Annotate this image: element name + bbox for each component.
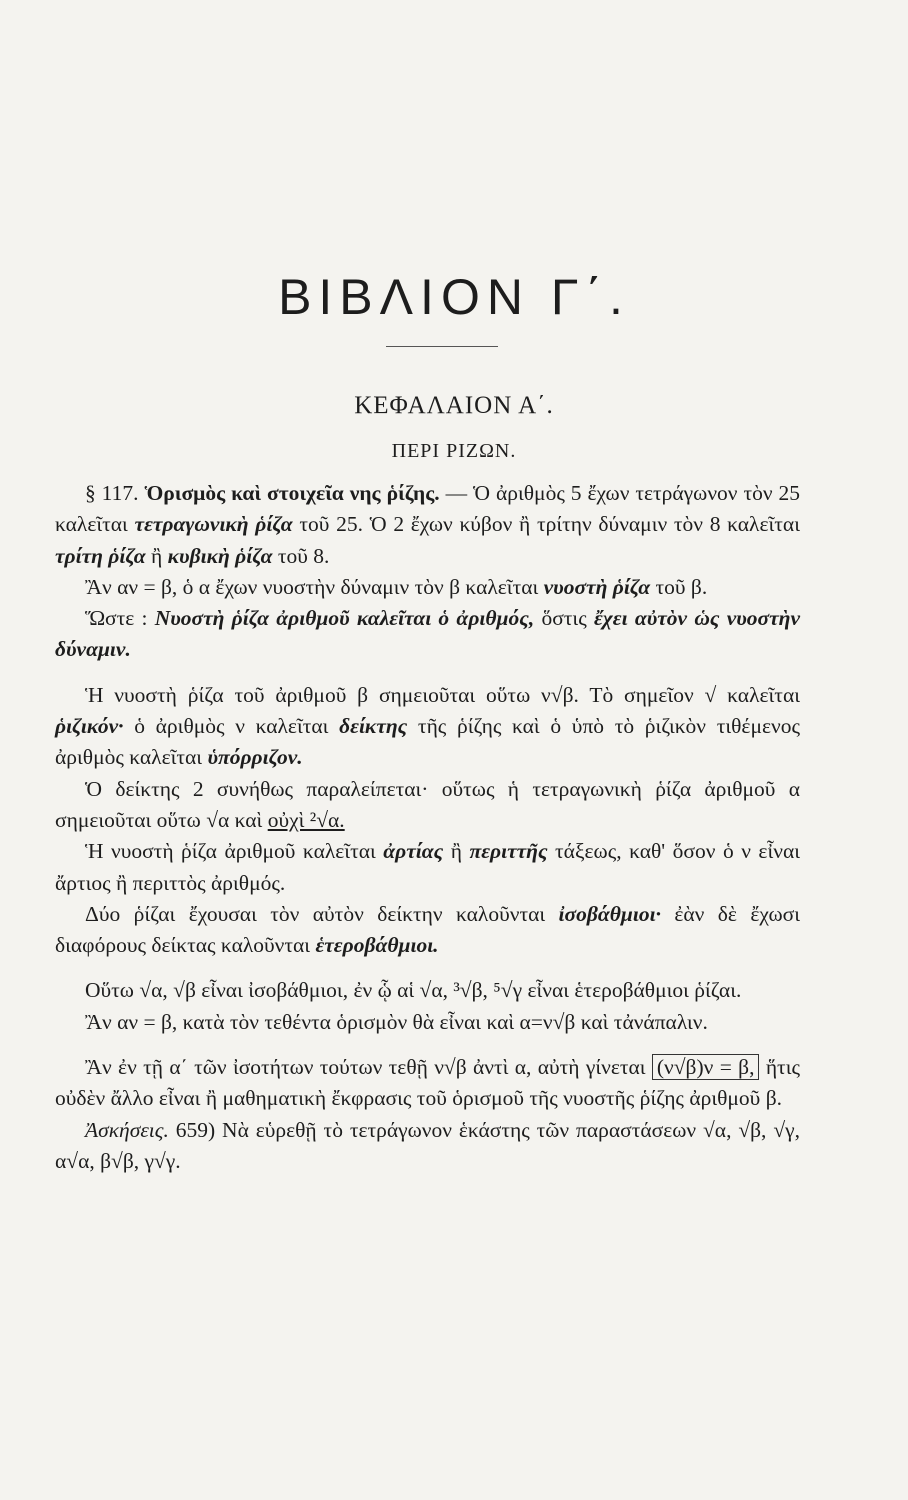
- term-index: δείκτης: [339, 714, 408, 739]
- book-title: ΒΙΒΛΙΟΝ Γ΄.: [278, 269, 630, 325]
- term-same-degree: ἰσοβάθμιοι·: [558, 901, 661, 926]
- text-run: Ἂν αν = β, ὁ α ἔχων νυοστὴν δύναμιν τὸν β καλεῖται: [85, 574, 544, 599]
- term-square-root: τετραγωνικὴ ῥίζα: [134, 512, 293, 537]
- paragraph-order: [55, 836, 800, 899]
- paragraph-nth-root: [55, 572, 800, 603]
- paragraph-definition: [55, 603, 800, 666]
- text-run: Ὥστε :: [85, 606, 155, 631]
- paragraph-117: [55, 478, 800, 572]
- underlined-notation: οὐχὶ ²√α.: [267, 807, 345, 832]
- term-different-degree: ἑτεροβάθμιοι.: [315, 933, 439, 958]
- text-run: ἢ: [443, 839, 470, 864]
- paragraph-index-omitted: [55, 774, 800, 837]
- term-radical: ῥιζικόν·: [55, 714, 124, 739]
- term-even: ἀρτίας: [383, 839, 444, 864]
- text-run: ὁ ἀριθμὸς ν καλεῖται: [123, 714, 340, 739]
- section-heading: Ὁρισμὸς καὶ στοιχεῖα νης ῥίζης.: [144, 481, 440, 505]
- term-odd: περιττῆς: [469, 839, 548, 864]
- text-run: τοῦ 8.: [272, 543, 330, 568]
- text-run: Ὁ δείκτης 2 συνήθως παραλείπεται· οὕτως ἡ τετραγωνικὴ ῥίζα ἀριθμοῦ α σημειοῦται οὕτω √α καὶ: [55, 776, 800, 832]
- paragraph-notation: [55, 680, 800, 774]
- paragraph-identity: [55, 1052, 800, 1115]
- body-text: [55, 478, 800, 1177]
- chapter-title: ΚΕΦΑΛΑΙΟΝ Α΄.: [354, 392, 554, 419]
- text-run: τοῦ 25. Ὁ 2 ἔχων κύβον ἢ τρίτην δύναμιν τὸν 8 καλεῖται: [292, 512, 800, 537]
- text-run: ἥτις οὐδὲν ἄλλο εἶναι ἢ μαθηματικὴ ἔκφρασις τοῦ ὁρισμοῦ τῆς νυοστῆς ῥίζης ἀριθμοῦ β.: [55, 1055, 800, 1111]
- text-run: τοῦ β.: [650, 574, 708, 599]
- text-run: ἐὰν δὲ ἔχωσι διαφόρους δείκτας καλοῦνται: [55, 901, 800, 958]
- text-run: ἢ: [145, 543, 168, 568]
- text-run: Ἂν αν = β, κατὰ τὸν τεθέντα ὁρισμὸν θὰ εἶναι καὶ α=ν√β καὶ τἀνάπαλιν.: [85, 1009, 708, 1034]
- term-nth-root: νυοστὴ ῥίζα: [543, 574, 651, 599]
- exercises-label: Ἀσκήσεις.: [85, 1117, 169, 1142]
- text-run: τῆς ῥίζης καὶ ὁ ὑπὸ τὸ ῥιζικὸν τιθέμενος ἀριθμὸς καλεῖται: [55, 714, 800, 770]
- text-run: Οὕτω √α, √β εἶναι ἰσοβάθμιοι, ἐν ᾧ αἱ √α, ³√β, ⁵√γ εἶναι ἑτεροβάθμιοι ῥίζαι.: [85, 978, 742, 1003]
- text-run: Ἡ νυοστὴ ῥίζα τοῦ ἀριθμοῦ β σημειοῦται οὕτω ν√β. Τὸ σημεῖον √ καλεῖται: [85, 682, 800, 707]
- text-run: Ἡ νυοστὴ ῥίζα ἀριθμοῦ καλεῖται: [85, 839, 384, 864]
- paragraph-degree: [55, 899, 800, 962]
- text-run: — Ὁ ἀριθμὸς 5 ἔχων τετράγωνον τὸν 25 καλεῖται: [55, 481, 800, 537]
- text-run: Ἂν ἐν τῇ α΄ τῶν ἰσοτήτων τούτων τεθῇ ν√β ἀντὶ α, αὐτὴ γίνεται: [85, 1055, 652, 1080]
- section-title: ΠΕΡΙ ΡΙΖΩΝ.: [391, 440, 517, 462]
- text-run: ὅστις: [534, 606, 594, 631]
- title-divider: [386, 346, 498, 347]
- text-run: τάξεως, καθ' ὅσον ὁ ν εἶναι ἄρτιος ἢ περιττὸς ἀριθμός.: [55, 839, 800, 895]
- text-run: Δύο ῥίζαι ἔχουσαι τὸν αὐτὸν δείκτην καλοῦνται: [85, 901, 559, 926]
- term-radicand: ὑπόρριζον.: [207, 745, 303, 770]
- definition-term: ἔχει αὐτὸν ὡς νυοστὴν δύναμιν.: [55, 606, 801, 662]
- section-number: § 117.: [85, 481, 139, 505]
- term-third-root: τρίτη ῥίζα: [55, 543, 146, 568]
- paragraph-exercises: [55, 1115, 800, 1178]
- boxed-formula: (ν√β)ν = β,: [652, 1054, 760, 1080]
- paragraph-examples: [55, 975, 800, 1006]
- text-run: 659) Νὰ εὑρεθῇ τὸ τετράγωνον ἑκάστης τῶν παραστάσεων √α, √β, √γ, α√α, β√β, γ√γ.: [55, 1117, 800, 1173]
- term-cube-root: κυβικὴ ῥίζα: [167, 543, 273, 568]
- definition-term: Νυοστὴ ῥίζα ἀριθμοῦ καλεῖται ὁ ἀριθμός,: [154, 606, 535, 631]
- paragraph-converse: [55, 1007, 800, 1038]
